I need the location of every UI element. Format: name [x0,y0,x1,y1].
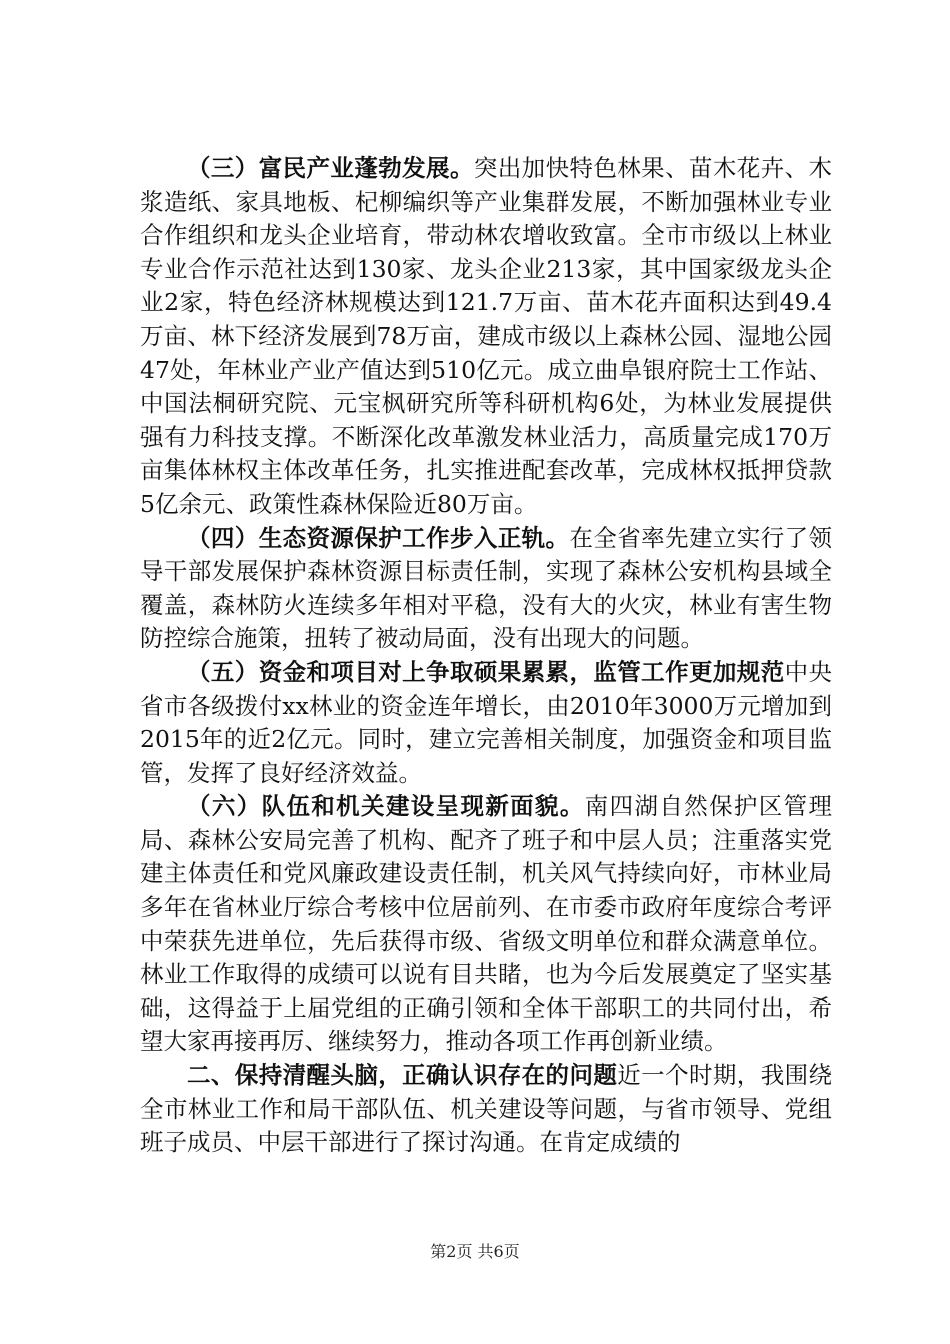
paragraph-heading: （六）队伍和机关建设呈现新面貌。 [187,792,585,821]
paragraph-text: 近一个时期，我围绕全市林业工作和局干部队伍、机关建设等问题，与省市领导、党组班子成员、中层干部进行了探讨沟通。在肯定成绩的 [140,1061,833,1157]
page-number-footer: 第2页 共6页 [430,1242,520,1261]
paragraph-team-building [140,790,832,1059]
paragraph-resource-protection [140,522,832,656]
paragraph-text: 南四湖自然保护区管理局、森林公安局完善了机构、配齐了班子和中层人员；注重落实党建主体责任和党风廉政建设责任制，机关风气持续向好，市林业局多年在省林业厅综合考核中位居前列、在市委市政府年度综合考评中荣获先进单位，先后获得市级、省级文明单位和群众满意单位。林业工作取得的成绩可以说有目共睹，也为今后发展奠定了坚实基础，这得益于上届党组的正确引领和全体干部职工的共同付出，希望大家再接再厉、继续努力，推动各项工作再创新业绩。 [140,792,833,1056]
paragraph-text: 中央省市各级拨付xx林业的资金连年增长，由2010年3000万元增加到2015年的近2亿元。同时，建立完善相关制度，加强资金和项目监管，发挥了良好经济效益。 [140,657,833,787]
paragraph-funding [140,656,832,790]
document-body [140,152,832,1160]
paragraph-industry [140,152,832,522]
paragraph-heading: （五）资金和项目对上争取硕果累累，监管工作更加规范 [187,657,785,686]
paragraph-text: 突出加快特色林果、苗木花卉、木浆造纸、家具地板、杞柳编织等产业集群发展，不断加强林业专业合作组织和龙头企业培育，带动林农增收致富。全市市级以上林业专业合作示范社达到130家、龙头企业213家，其中国家级龙头企业2家，特色经济林规模达到121.7万亩、苗木花卉面积达到49.4万亩、林下经济发展到78万亩，建成市级以上森林公园、湿地公园47处，年林业产业产值达到510亿元。成立曲阜银府院士工作站、中国法桐研究院、元宝枫研究所等科研机构6处，为林业发展提供强有力科技支撑。不断深化改革激发林业活力，高质量完成170万亩集体林权主体改革任务，扎实推进配套改革，完成林权抵押贷款5亿余元、政策性森林保险近80万亩。 [140,154,833,518]
paragraph-text: 在全省率先建立实行了领导干部发展保护森林资源目标责任制，实现了森林公安机构县域全覆盖，森林防火连续多年相对平稳，没有大的火灾，林业有害生物防控综合施策，扭转了被动局面，没有出现大的问题。 [140,523,833,653]
section-heading-problems [140,1059,832,1160]
paragraph-heading: （三）富民产业蓬勃发展。 [187,154,474,182]
paragraph-heading: （四）生态资源保护工作步入正轨。 [187,523,570,552]
section-heading: 二、保持清醒头脑，正确认识存在的问题 [187,1061,618,1090]
